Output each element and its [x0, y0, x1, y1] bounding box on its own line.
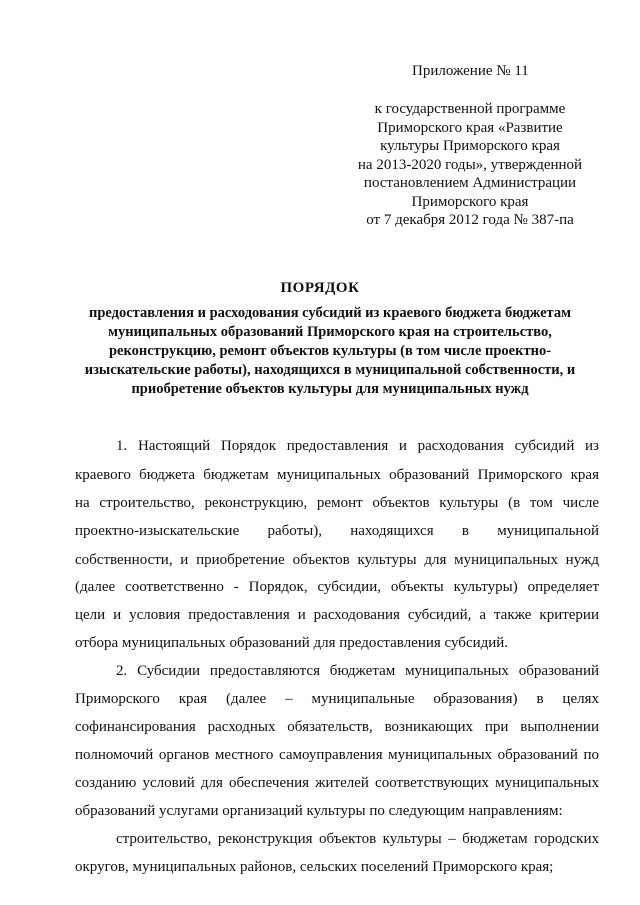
paragraph-1-line: на строительство, реконструкцию, ремонт объектов культуры (в том числе: [75, 495, 599, 511]
paragraph-1-line: проектно-изыскательские работы), находящихся в муниципальной: [75, 523, 599, 539]
paragraph-2-line: 2. Субсидии предоставляются бюджетам муниципальных образований: [116, 663, 599, 679]
subtitle-line: муниципальных образований Приморского края на строительство,: [108, 324, 552, 340]
subtitle-line: приобретение объектов культуры для муниципальных нужд: [131, 381, 529, 397]
paragraph-2-line: полномочий органов местного самоуправления муниципальных образований по: [75, 747, 599, 763]
appendix-line: Приморского края: [411, 193, 529, 210]
document-subtitle: [60, 304, 600, 399]
appendix-line: к государственной программе: [374, 101, 566, 117]
paragraph-2-line: софинансирования расходных обязательств, возникающих при выполнении: [75, 719, 599, 735]
paragraph-3-line: строительство, реконструкция объектов культуры – бюджетам городских: [116, 831, 599, 847]
appendix-line: на 2013-2020 годы», утвержденной: [357, 156, 583, 173]
paragraph-1-line: краевого бюджета бюджетам муниципальных образований Приморского края: [75, 467, 599, 483]
paragraph-1-line: 1. Настоящий Порядок предоставления и расходования субсидий из: [116, 438, 599, 454]
paragraph-1-line: (далее соответственно - Порядок, субсидии, объекты культуры) определяет: [75, 579, 599, 595]
appendix-line: постановлением Администрации: [363, 175, 577, 191]
paragraph-2-line: образований услугами организаций культуры по следующим направлениям:: [75, 803, 563, 819]
subtitle-line: предоставления и расходования субсидий из краевого бюджета бюджетам: [89, 305, 571, 321]
paragraph-1-line: собственности, и приобретение объектов культуры для муниципальных нужд: [75, 552, 599, 568]
paragraph-3-line: округов, муниципальных районов, сельских поселений Приморского края;: [75, 859, 554, 875]
appendix-line: Приморского края «Развитие: [377, 119, 563, 136]
subtitle-line: изыскательские работы), находящихся в муниципальной собственности, и: [84, 362, 576, 378]
paragraph-1-line: отбора муниципальных образований для предоставления субсидий.: [75, 635, 509, 651]
appendix-line: культуры Приморского края: [380, 138, 560, 154]
paragraph-2-line: Приморского края (далее – муниципальные образования) в целях: [75, 691, 599, 707]
appendix-title: Приложение № 11: [412, 63, 529, 79]
appendix-reference: [320, 100, 620, 230]
subtitle-line: реконструкцию, ремонт объектов культуры (в том числе проектно-: [108, 343, 552, 359]
appendix-line: от 7 декабря 2012 года № 387-па: [366, 212, 574, 228]
paragraph-1-line: цели и условия предоставления и расходования субсидий, а также критерии: [75, 607, 599, 623]
paragraph-2-line: созданию условий для обеспечения жителей соответствующих муниципальных: [75, 775, 599, 791]
document-title: ПОРЯДОК: [280, 280, 360, 296]
